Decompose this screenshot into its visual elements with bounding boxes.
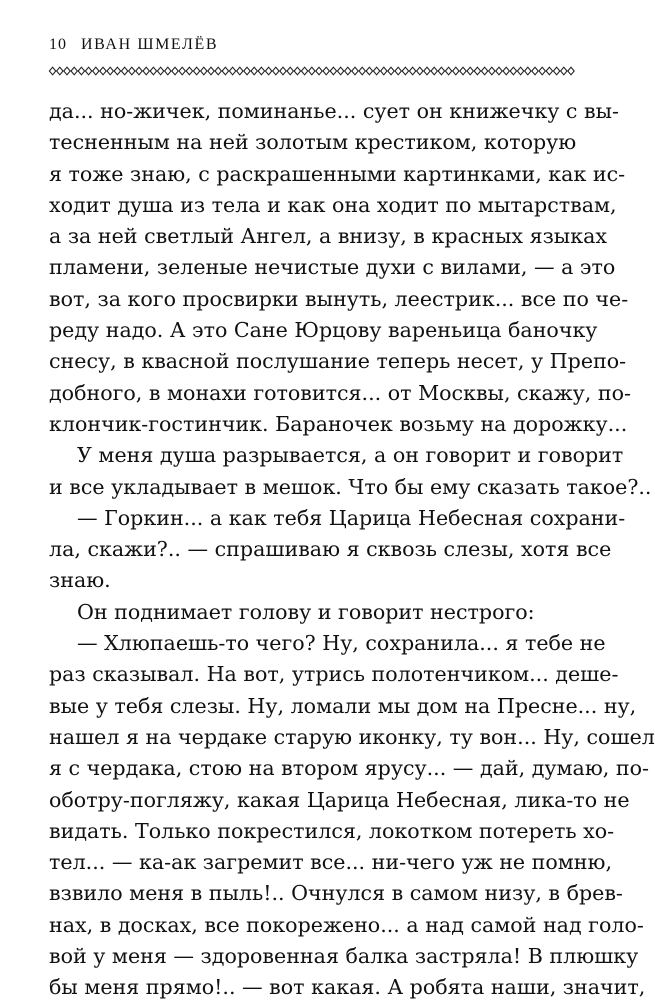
ornament-lozenge bbox=[193, 67, 199, 75]
ornament-lozenge bbox=[568, 67, 574, 75]
text-line: пламени, зеленые нечистые духи с вилами, — а это bbox=[49, 255, 616, 280]
text-line: я тоже знаю, с раскрашенными картинками, как ис- bbox=[49, 161, 626, 186]
text-line: оботру-погляжу, какая Царица Небесная, лика-то не bbox=[49, 787, 630, 812]
ornament-lozenge bbox=[179, 67, 185, 75]
ornament-lozenge bbox=[553, 67, 559, 75]
ornament-lozenge bbox=[215, 67, 221, 75]
text-line: снесу, в квасной послушание теперь несет, у Препо- bbox=[49, 349, 627, 374]
ornament-lozenge bbox=[316, 67, 322, 75]
ornament-lozenge bbox=[496, 67, 502, 75]
text-line: и все укладывает в мешок. Что бы ему сказать такое?.. bbox=[49, 474, 652, 499]
ornament-lozenge bbox=[251, 67, 257, 75]
text-line: бы меня прямо!.. — вот какая. А робята наши, значит, bbox=[49, 975, 646, 1000]
ornament-lozenge bbox=[345, 67, 351, 75]
text-line: видать. Только покрестился, локотком потереть хо- bbox=[49, 818, 615, 843]
text-line: ходит душа из тела и как она ходит по мытарствам, bbox=[49, 192, 617, 217]
ornament-lozenge bbox=[143, 67, 149, 75]
ornament-lozenge bbox=[114, 67, 120, 75]
ornament-lozenge bbox=[121, 67, 127, 75]
ornament-lozenge bbox=[265, 67, 271, 75]
text-line: а за ней светлый Ангел, а внизу, в красных языках bbox=[49, 224, 607, 249]
ornamental-rule bbox=[49, 66, 576, 76]
ornament-lozenge bbox=[93, 67, 99, 75]
ornament-lozenge bbox=[417, 67, 423, 75]
text-line: нах, в досках, все покорежено... а над самой над голо- bbox=[49, 912, 644, 937]
text-line: да... но-жичек, поминанье... сует он книжечку с вы- bbox=[49, 99, 619, 123]
ornament-lozenge bbox=[100, 67, 106, 75]
ornament-lozenge bbox=[546, 67, 552, 75]
ornament-lozenge bbox=[85, 67, 91, 75]
ornament-lozenge bbox=[481, 67, 487, 75]
ornament-lozenge bbox=[561, 67, 567, 75]
text-line: вот, за кого просвирки вынуть, леестрик... все по че- bbox=[49, 286, 629, 311]
ornament-lozenge bbox=[49, 67, 55, 75]
ornament-lozenge bbox=[366, 67, 372, 75]
ornament-lozenge bbox=[323, 67, 329, 75]
text-line: реду надо. А это Сане Юрцову вареньица баночку bbox=[49, 318, 598, 343]
text-line: добного, в монахи готовится... от Москвы, скажу, по- bbox=[49, 380, 631, 405]
ornament-lozenge bbox=[330, 67, 336, 75]
ornament-lozenge bbox=[510, 67, 516, 75]
ornament-lozenge bbox=[431, 67, 437, 75]
text-line: У меня душа разрывается, а он говорит и говорит bbox=[77, 443, 624, 468]
ornament-lozenge bbox=[229, 67, 235, 75]
text-line: раз сказывал. На вот, утрись полотенчиком... деше- bbox=[49, 662, 619, 687]
ornament-lozenge bbox=[64, 67, 70, 75]
ornament-lozenge bbox=[294, 67, 300, 75]
text-line: — Хлюпаешь-то чего? Ну, сохранила... я тебе не bbox=[77, 631, 606, 656]
text-line: знаю. bbox=[49, 568, 111, 593]
ornament-lozenge bbox=[258, 67, 264, 75]
ornament-lozenge bbox=[337, 67, 343, 75]
ornament-lozenge bbox=[467, 67, 473, 75]
text-line: клончик-гостинчик. Бараночек возьму на дорожку... bbox=[49, 411, 628, 436]
running-header bbox=[49, 36, 218, 60]
ornament-lozenge bbox=[532, 67, 538, 75]
ornament-lozenge bbox=[157, 67, 163, 75]
ornament-lozenge bbox=[453, 67, 459, 75]
ornament-lozenge bbox=[172, 67, 178, 75]
ornament-lozenge bbox=[525, 67, 531, 75]
text-line: — Горкин... а как тебя Царица Небесная сохрани- bbox=[77, 505, 626, 530]
running-title: ИВАН ШМЕЛЁВ bbox=[81, 36, 219, 53]
ornament-lozenge bbox=[503, 67, 509, 75]
text-line: вые у тебя слезы. Ну, ломали мы дом на Пресне... ну, bbox=[49, 693, 637, 718]
ornament-lozenge bbox=[352, 67, 358, 75]
text-line: тесненным на ней золотым крестиком, которую bbox=[49, 130, 577, 155]
ornament-lozenge bbox=[222, 67, 228, 75]
text-line: тел... — ка-ак загремит все... ни-чего уж не помню, bbox=[49, 850, 612, 875]
ornament-lozenge bbox=[373, 67, 379, 75]
ornament-lozenge bbox=[424, 67, 430, 75]
ornament-lozenge bbox=[280, 67, 286, 75]
text-line: вой у меня — здоровенная балка застряла! В плюшку bbox=[49, 944, 639, 969]
ornament-lozenge bbox=[517, 67, 523, 75]
ornament-lozenge bbox=[388, 67, 394, 75]
ornament-lozenge bbox=[273, 67, 279, 75]
ornament-lozenge bbox=[129, 67, 135, 75]
ornament-lozenge bbox=[489, 67, 495, 75]
text-line: ла, скажи?.. — спрашиваю я сквозь слезы, хотя все bbox=[49, 537, 612, 562]
ornament-lozenge bbox=[409, 67, 415, 75]
ornament-lozenge bbox=[201, 67, 207, 75]
ornament-lozenge bbox=[445, 67, 451, 75]
ornament-lozenge bbox=[359, 67, 365, 75]
ornament-lozenge bbox=[208, 67, 214, 75]
ornament-lozenge bbox=[301, 67, 307, 75]
page-number: 10 bbox=[49, 36, 67, 53]
ornament-lozenge bbox=[150, 67, 156, 75]
ornament-lozenge bbox=[474, 67, 480, 75]
ornament-lozenge bbox=[237, 67, 243, 75]
ornament-lozenge bbox=[395, 67, 401, 75]
ornament-lozenge bbox=[287, 67, 293, 75]
ornament-lozenge bbox=[460, 67, 466, 75]
ornament-lozenge bbox=[107, 67, 113, 75]
text-line: нашел я на чердаке старую иконку, ту вон... Ну, сошел bbox=[49, 724, 655, 749]
body-text bbox=[49, 96, 655, 1004]
text-line: я с чердака, стою на втором ярусу... — дай, думаю, по- bbox=[49, 756, 649, 781]
ornament-lozenge bbox=[57, 67, 63, 75]
ornament-lozenge bbox=[165, 67, 171, 75]
ornament-lozenge bbox=[244, 67, 250, 75]
ornament-lozenge bbox=[136, 67, 142, 75]
ornament-lozenge bbox=[402, 67, 408, 75]
ornament-lozenge bbox=[438, 67, 444, 75]
ornament-lozenge bbox=[78, 67, 84, 75]
ornament-lozenge bbox=[186, 67, 192, 75]
text-line: взвило меня в пыль!.. Очнулся в самом низу, в брев- bbox=[49, 881, 623, 906]
ornament-lozenge bbox=[539, 67, 545, 75]
ornament-lozenge bbox=[381, 67, 387, 75]
ornament-lozenge bbox=[309, 67, 315, 75]
text-line: Он поднимает голову и говорит нестрого: bbox=[77, 599, 535, 624]
ornament-lozenge bbox=[71, 67, 77, 75]
